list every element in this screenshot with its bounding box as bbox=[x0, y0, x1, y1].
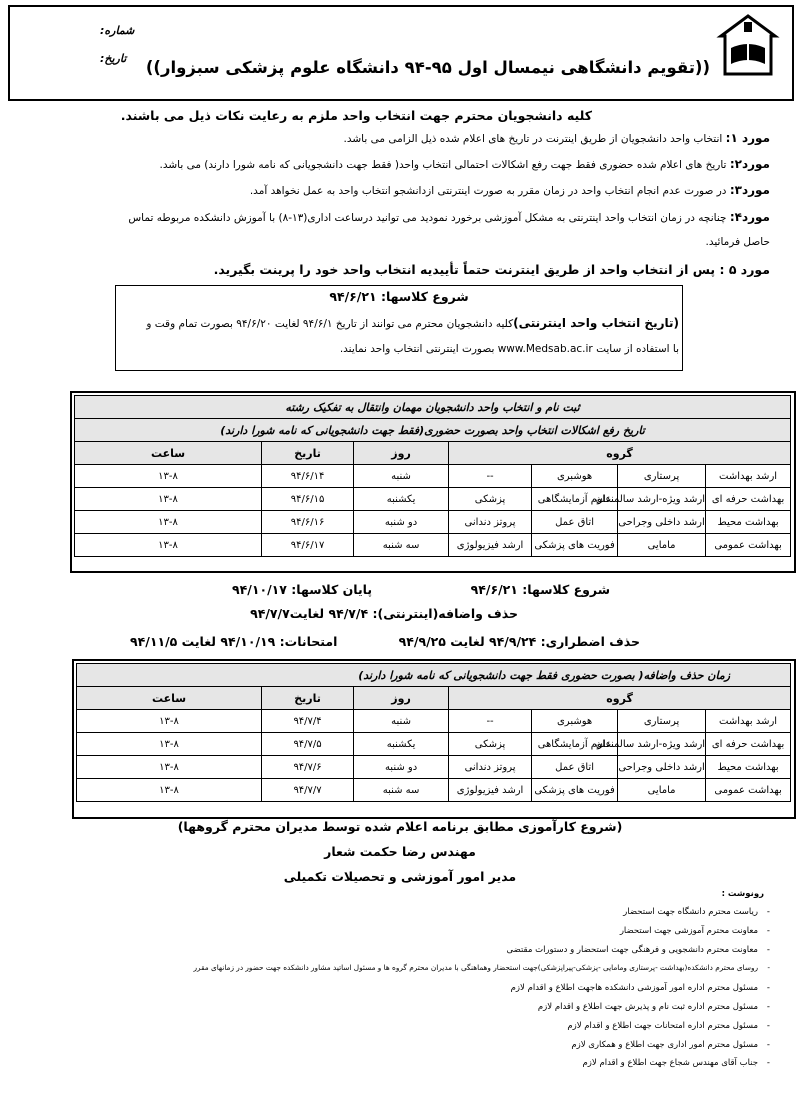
table-row bbox=[77, 779, 791, 802]
group-cell: ارشد بهداشت bbox=[706, 710, 791, 733]
table-row bbox=[77, 756, 791, 779]
group-cell: ارشد ویژه-ارشد سالمندان bbox=[618, 488, 706, 511]
group-cell: بهداشت عمومی bbox=[706, 534, 791, 557]
item-label: مورد ۱: bbox=[725, 131, 770, 145]
emergency-drop-dates: حذف اضطراری: ۹۴/۹/۲۴ لغایت ۹۴/۹/۲۵ bbox=[398, 634, 640, 649]
date-label: تاریخ: bbox=[100, 52, 127, 65]
day-header: روز bbox=[354, 442, 449, 465]
table2 bbox=[76, 663, 791, 802]
time-cell: ۱۳-۸ bbox=[75, 511, 262, 534]
group-cell: بهداشت عمومی bbox=[706, 779, 791, 802]
box-line-1-text: کلیه دانشجویان محترم می توانند از تاریخ ۹۴/۶/۱ لغایت ۹۴/۶/۲۰ بصورت تمام وقت و bbox=[146, 318, 514, 330]
group-cell: -- bbox=[449, 465, 532, 488]
box-line-2: با استفاده از سایت www.Medsab.ac.ir بصورت اینترنتی انتخاب واحد نمایند. bbox=[339, 343, 679, 355]
group-cell: ارشد ویژه-ارشد سالمندان bbox=[618, 733, 706, 756]
group-cell: پرستاری bbox=[618, 465, 706, 488]
list-item: مسئول محترم امور اداری جهت اطلاع و همکاری لازم - bbox=[571, 1040, 758, 1050]
date-cell: ۹۴/۶/۱۷ bbox=[262, 534, 354, 557]
group-cell: ارشد فیزیولوژی bbox=[449, 534, 532, 557]
group-header: گروه bbox=[449, 687, 791, 710]
time-cell: ۱۳-۸ bbox=[77, 779, 262, 802]
time-cell: ۱۳-۸ bbox=[77, 756, 262, 779]
table1-caption-1: ثبت نام و انتخاب واحد دانشجویان مهمان وانتقال به تفکیک رشته bbox=[75, 396, 791, 419]
group-cell: پروتز دندانی bbox=[449, 511, 532, 534]
date-cell: ۹۴/۷/۶ bbox=[262, 756, 354, 779]
item-text: تاریخ های اعلام شده حضوری فقط جهت رفع اشکالات احتمالی انتخاب واحد( فقط جهت دانشجویانی که نامه شورا دارند) می باشد. bbox=[159, 159, 727, 171]
day-cell: شنبه bbox=[354, 710, 449, 733]
item-3 bbox=[250, 183, 770, 197]
item-text: در صورت عدم انجام انتخاب واحد در زمان مقرر به صورت اینترنتی ازدانشجو انتخاب واحد به عمل نخواهد آمد. bbox=[249, 185, 727, 197]
list-item: ریاست محترم دانشگاه جهت استحضار - bbox=[623, 907, 758, 917]
intro-text: کلیه دانشجویان محترم جهت انتخاب واحد ملزم به رعایت نکات ذیل می باشند. bbox=[120, 108, 592, 123]
day-cell: دو شنبه bbox=[354, 756, 449, 779]
page-title: ((تقویم دانشگاهی نیمسال اول ۹۵-۹۴ دانشگاه علوم پزشکی سبزوار)) bbox=[145, 58, 710, 77]
time-header: ساعت bbox=[77, 687, 262, 710]
item-4 bbox=[128, 210, 770, 224]
add-drop-dates: حذف واضافه(اینترنتی): ۹۴/۷/۴ لغایت۹۴/۷/۷ bbox=[250, 606, 518, 621]
item-1 bbox=[344, 131, 770, 145]
group-cell: بهداشت حرفه ای bbox=[706, 733, 791, 756]
box-line-1-bold: (تاریخ انتخاب واحد اینترنتی) bbox=[513, 316, 679, 330]
item-label: مورد۲: bbox=[729, 157, 770, 171]
table1 bbox=[74, 395, 791, 557]
group-cell: مامایی bbox=[618, 534, 706, 557]
group-cell: بهداشت حرفه ای bbox=[706, 488, 791, 511]
group-cell: هوشبری bbox=[532, 710, 618, 733]
group-cell: علوم آزمایشگاهی bbox=[532, 488, 618, 511]
group-cell: ارشد بهداشت bbox=[706, 465, 791, 488]
list-item: مسئول محترم اداره امور آموزشی دانشکده هاجهت اطلاع و اقدام لازم - bbox=[511, 983, 758, 993]
item-label: مورد ۵ : bbox=[719, 262, 770, 277]
day-header: روز bbox=[354, 687, 449, 710]
item-label: مورد۴: bbox=[729, 210, 770, 224]
date-cell: ۹۴/۷/۴ bbox=[262, 710, 354, 733]
item-text: انتخاب واحد دانشجویان از طریق اینترنت در تاریخ های اعلام شده ذیل الزامی می باشد. bbox=[343, 133, 723, 145]
table1-caption-2: تاریخ رفع اشکالات انتخاب واحد بصورت حضوری(فقط جهت دانشجویانی که نامه شورا دارند) bbox=[75, 419, 791, 442]
day-cell: یکشنبه bbox=[354, 488, 449, 511]
group-cell: اتاق عمل bbox=[532, 756, 618, 779]
item-text: چنانچه در زمان انتخاب واحد اینترنتی به مشکل آموزشی برخورد نمودید می توانید درساعت اداری(۱۳-۸) با آموزش دانشکده مربوطه تماس bbox=[128, 212, 727, 224]
group-cell: ارشد داخلی وجراحی bbox=[618, 756, 706, 779]
list-item: روسای محترم دانشکده(بهداشت -پرستاری ومامایی -پزشکی-پیراپزشکی)جهت استحضار وهماهنگی با مدیران محترم گروه ها و مسئول اساتید مشاور دانشکده جهت حضور در زمانهای مقرر - bbox=[194, 963, 758, 972]
table-row bbox=[77, 710, 791, 733]
exam-dates: امتحانات: ۹۴/۱۰/۱۹ لغایت ۹۴/۱۱/۵ bbox=[130, 634, 338, 649]
cc-title: رونوشت : bbox=[721, 889, 764, 899]
group-cell: فوریت های پزشکی bbox=[532, 534, 618, 557]
classes-end: پایان کلاسها: ۹۴/۱۰/۱۷ bbox=[232, 582, 373, 597]
item-4-continued: حاصل فرمائید. bbox=[705, 236, 770, 248]
day-cell: سه شنبه bbox=[354, 779, 449, 802]
day-cell: سه شنبه bbox=[354, 534, 449, 557]
box-start-classes: شروع کلاسها: ۹۴/۶/۲۱ bbox=[329, 289, 469, 304]
group-cell: -- bbox=[449, 710, 532, 733]
group-cell: اتاق عمل bbox=[532, 511, 618, 534]
internship-note: (شروع کارآموزی مطابق برنامه اعلام شده توسط مدیران محترم گروهها) bbox=[177, 819, 623, 834]
table-row bbox=[75, 465, 791, 488]
time-header: ساعت bbox=[75, 442, 262, 465]
day-cell: شنبه bbox=[354, 465, 449, 488]
time-cell: ۱۳-۸ bbox=[77, 710, 262, 733]
day-cell: یکشنبه bbox=[354, 733, 449, 756]
list-item: مسئول محترم اداره امتحانات جهت اطلاع و اقدام لازم - bbox=[567, 1021, 758, 1031]
table-row bbox=[75, 534, 791, 557]
group-cell: مامایی bbox=[618, 779, 706, 802]
signatory-position: مدیر امور آموزشی و تحصیلات تکمیلی bbox=[283, 869, 517, 884]
item-label: مورد۳: bbox=[729, 183, 770, 197]
group-header: گروه bbox=[449, 442, 791, 465]
group-cell: علوم آزمایشگاهی bbox=[532, 733, 618, 756]
group-cell: هوشبری bbox=[532, 465, 618, 488]
group-cell: فوریت های پزشکی bbox=[532, 779, 618, 802]
group-cell: بهداشت محیط bbox=[706, 511, 791, 534]
internet-registration-box bbox=[115, 285, 683, 371]
time-cell: ۱۳-۸ bbox=[77, 733, 262, 756]
classes-start: شروع کلاسها: ۹۴/۶/۲۱ bbox=[470, 582, 610, 597]
date-cell: ۹۴/۷/۵ bbox=[262, 733, 354, 756]
date-header: تاریخ bbox=[262, 687, 354, 710]
item-text: پس از انتخاب واحد از طریق اینترنت حتماً تأییدیه انتخاب واحد خود را پرینت بگیرید. bbox=[213, 262, 716, 277]
date-cell: ۹۴/۶/۱۶ bbox=[262, 511, 354, 534]
list-item: جناب آقای مهندس شجاع جهت اطلاع و اقدام لازم - bbox=[583, 1058, 758, 1068]
university-logo-icon bbox=[717, 12, 779, 80]
day-cell: دو شنبه bbox=[354, 511, 449, 534]
group-cell: پرستاری bbox=[618, 710, 706, 733]
date-header: تاریخ bbox=[262, 442, 354, 465]
group-cell: بهداشت محیط bbox=[706, 756, 791, 779]
group-cell: پروتز دندانی bbox=[449, 756, 532, 779]
date-cell: ۹۴/۷/۷ bbox=[262, 779, 354, 802]
group-cell: ارشد داخلی وجراحی bbox=[618, 511, 706, 534]
table-row bbox=[77, 733, 791, 756]
group-cell: ارشد فیزیولوژی bbox=[449, 779, 532, 802]
table-row bbox=[75, 511, 791, 534]
number-label: شماره: bbox=[100, 24, 135, 37]
list-item: معاونت محترم دانشجویی و فرهنگی جهت استحضار و دستورات مقتضی - bbox=[507, 945, 758, 955]
time-cell: ۱۳-۸ bbox=[75, 488, 262, 511]
table-row bbox=[75, 488, 791, 511]
date-cell: ۹۴/۶/۱۴ bbox=[262, 465, 354, 488]
group-cell: پزشکی bbox=[449, 733, 532, 756]
table2-caption: زمان حذف واضافه( بصورت حضوری فقط جهت دانشجویانی که نامه شورا دارند) bbox=[77, 664, 791, 687]
signatory-name: مهندس رضا حکمت شعار bbox=[324, 844, 476, 859]
time-cell: ۱۳-۸ bbox=[75, 534, 262, 557]
item-2 bbox=[159, 157, 770, 171]
group-cell: پزشکی bbox=[449, 488, 532, 511]
date-cell: ۹۴/۶/۱۵ bbox=[262, 488, 354, 511]
list-item: مسئول محترم اداره ثبت نام و پذیرش جهت اطلاع و اقدام لازم - bbox=[538, 1002, 758, 1012]
box-line-1 bbox=[146, 316, 679, 330]
item-5 bbox=[214, 262, 770, 277]
time-cell: ۱۳-۸ bbox=[75, 465, 262, 488]
list-item: معاونت محترم آموزشی جهت استحضار - bbox=[620, 926, 758, 936]
